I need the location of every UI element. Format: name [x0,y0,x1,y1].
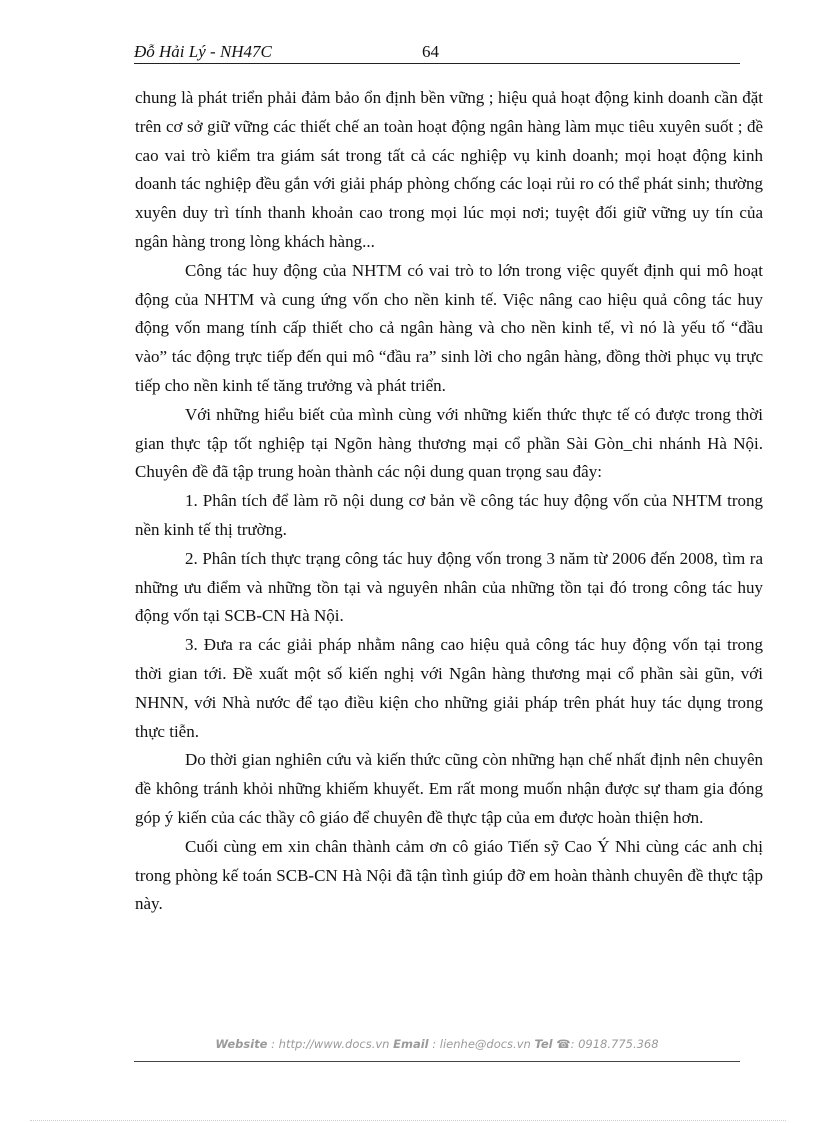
document-body [135,84,763,919]
paragraph-limitations: Do thời gian nghiên cứu và kiến thức cũng còn những hạn chế nhất định nên chuyên đề không tránh khỏi những khiếm khuyết. Em rất mong muốn nhận được sự tham gia đóng góp ý kiến của các thầy cô giáo để chuyên đề thực tập của em được hoàn thiện hơn. [135,750,763,827]
header-divider [134,63,740,64]
paragraph-acknowledgement: Cuối cùng em xin chân thành cảm ơn cô giáo Tiến sỹ Cao Ý Nhi cùng các anh chị trong phòng kế toán SCB-CN Hà Nội đã tận tình giúp đỡ em hoàn thành chuyên đề thực tập này. [135,836,763,914]
footer-website-label: Website [215,1037,268,1051]
footer-tel-value: : 0918.775.368 [570,1037,659,1051]
footer-website-link[interactable]: : http://www.docs.vn [271,1037,390,1051]
footer-divider [134,1061,740,1062]
phone-icon: ☎ [556,1037,571,1051]
page-edge-divider [30,1120,786,1121]
list-item-1: 1. Phân tích để làm rõ nội dung cơ bản về công tác huy động vốn của NHTM trong nền kinh tế thị trường. [135,491,763,539]
footer-email-link[interactable]: : lienhe@docs.vn [432,1037,531,1051]
paragraph-internship-intro: Với những hiểu biết của mình cùng với những kiến thức thực tế có được trong thời gian thực tập tốt nghiệp tại Ngõn hàng thương mại cổ phần Sài Gòn_chi nhánh Hà Nội. Chuyên đề đã tập trung hoàn thành các nội dung quan trọng sau đây: [135,404,763,482]
page-number: 64 [422,42,439,61]
header-author: Đỗ Hải Lý - NH47C [134,42,272,61]
page-header [134,42,740,64]
list-item-3: 3. Đưa ra các giải pháp nhằm nâng cao hiệu quả công tác huy động vốn tại trong thời gian tới. Đề xuất một số kiến nghị với Ngân hàng thương mại cổ phần sài gũn, với NHNN, với Nhà nước để tạo điều kiện cho những giải pháp trên phát huy tác dụng trong thực tiễn. [135,635,763,741]
footer-email-label: Email [393,1037,429,1051]
paragraph-mobilization-role: Công tác huy động của NHTM có vai trò to lớn trong việc quyết định qui mô hoạt động của NHTM và cung ứng vốn cho nền kinh tế. Việc nâng cao hiệu quả công tác huy động vốn mang tính cấp thiết cho cả ngân hàng và cho nền kinh tế, vì nó là yếu tố “đầu vào” tác động trực tiếp đến qui mô “đầu ra” sinh lời cho ngân hàng, đồng thời phục vụ trực tiếp cho nền kinh tế tăng trưởng và phát triển. [135,260,763,395]
footer-tel-label: Tel [534,1037,553,1051]
list-item-2: 2. Phân tích thực trạng công tác huy động vốn trong 3 năm từ 2006 đến 2008, tìm ra những ưu điểm và những tồn tại và nguyên nhân của những tồn tại đó trong công tác huy động vốn tại SCB-CN Hà Nội. [135,548,763,626]
paragraph-continuation: chung là phát triển phải đảm bảo ổn định bền vững ; hiệu quả hoạt động kinh doanh cần đặt trên cơ sở giữ vững các thiết chế an toàn hoạt động ngân hàng làm mục tiêu xuyên suốt ; đề cao vai trò kiểm tra giám sát trong tất cả các nghiệp vụ kinh doanh; mọi hoạt động kinh doanh tác nghiệp đều gắn với giải pháp phòng chống các loại rủi ro có thể phát sinh; thường xuyên duy trì tính thanh khoản cao trong mọi lúc mọi nơi; tuyệt đối giữ vững uy tín của ngân hàng trong lòng khách hàng... [135,88,763,251]
page-footer [134,1037,740,1051]
